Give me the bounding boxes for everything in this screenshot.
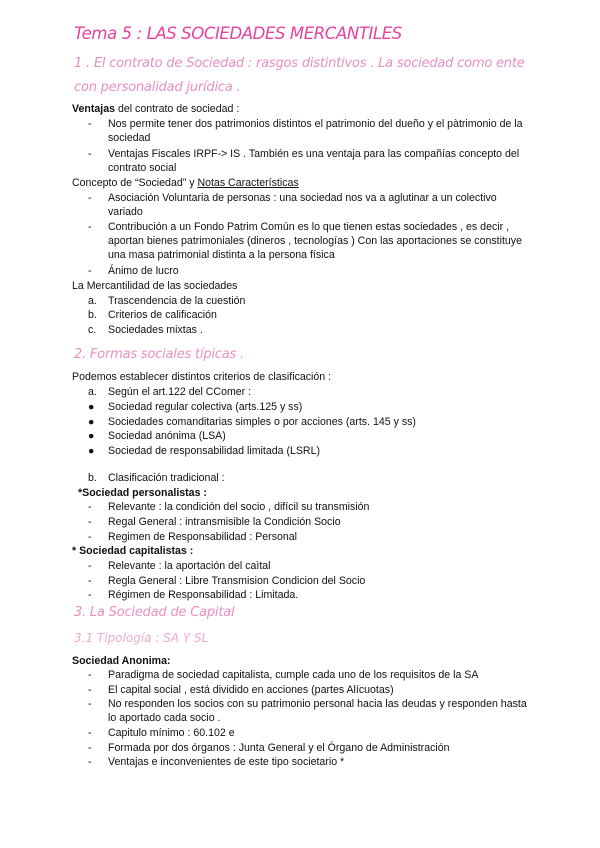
section-3-heading: 3. La Sociedad de Capital [74,605,235,620]
list-item [88,294,528,308]
list-item [88,530,528,544]
personalistas-bold: *Sociedad personalistas : [78,487,207,499]
list-item [88,683,528,697]
mercantilidad-line: La Mercantilidad de las sociedades [72,280,238,292]
ventajas-rest: del contrato de sociedad : [115,103,240,115]
ventajas-bold: Ventajas [72,103,115,115]
list-item-text: No responden los socios con su patrimonio personal hacia las deudas y responden hasta lo aportado cada socio . [108,698,527,724]
list-item-text: El capital social , está dividido en acciones (partes Alícuotas) [108,684,394,696]
dash-marker: - [88,192,92,204]
dash-marker: - [88,221,92,233]
dash-marker: - [88,575,92,587]
list-item-text: Sociedad regular colectiva (arts.125 y ss) [108,401,303,413]
dash-marker: - [88,698,92,710]
notas-underlined: Notas Características [197,177,299,189]
list-item [88,429,528,443]
list-item [88,308,528,322]
dash-marker: - [88,756,92,768]
list-item-text: Paradigma de sociedad capitalista, cumple cada uno de los requisitos de la SA [108,669,479,681]
list-item [88,323,528,337]
bullet-marker: ● [88,445,95,457]
letter-marker: a. [88,386,97,398]
list-item-text: Sociedades mixtas . [108,324,203,336]
dash-marker: - [88,684,92,696]
dash-marker: - [88,742,92,754]
list-item [88,385,528,399]
list-item-text: Sociedades comanditarias simples o por acciones (arts. 145 y ss) [108,416,416,428]
sa-label [72,654,171,668]
list-item-text: Formada por dos órganos : Junta General y el Órgano de Administración [108,742,450,754]
dash-marker: - [88,501,92,513]
capitalistas-label [72,544,193,558]
list-item [88,574,528,588]
dash-marker: - [88,589,92,601]
section-1-heading-line1: 1 . El contrato de Sociedad : rasgos distintivos . La sociedad como ente [74,56,525,71]
list-item [88,444,528,458]
dash-marker: - [88,531,92,543]
list-item-text: Sociedad anónima (LSA) [108,430,226,442]
list-item [88,400,528,414]
concepto-line [72,176,299,190]
list-item-text: Trascendencia de la cuestión [108,295,246,307]
list-item-text: Ánimo de lucro [108,265,179,277]
list-item-text: Regla General : Libre Transmision Condicion del Socio [108,575,366,587]
letter-marker: b. [88,472,97,484]
section-2-heading: 2. Formas sociales típicas . [74,347,244,362]
list-item-text: Criterios de calificación [108,309,217,321]
list-item [88,755,528,769]
document-title: Tema 5 : LAS SOCIEDADES MERCANTILES [74,24,402,43]
list-item [88,559,528,573]
list-item [88,668,528,682]
list-item-text: Regal General : intransmisible la Condición Socio [108,516,341,528]
list-item [88,741,528,755]
sa-bold: Sociedad Anonima: [72,655,171,667]
list-item [88,264,528,278]
letter-marker: c. [88,324,97,336]
dash-marker: - [88,118,92,130]
list-item [88,147,528,175]
list-item-text: Régimen de Responsabilidad : Limitada. [108,589,299,601]
bullet-marker: ● [88,416,95,428]
bullet-marker: ● [88,430,95,442]
list-item-text: Clasificación tradicional : [108,472,225,484]
section-2-intro: Podemos establecer distintos criterios de clasificación : [72,371,332,383]
concepto-pre: Concepto de “Sociedad” y [72,177,198,189]
letter-marker: a. [88,295,97,307]
ventajas-line [72,102,239,116]
dash-marker: - [88,265,92,277]
list-item [88,588,528,602]
list-item-text: Capitulo mínimo : 60.102 e [108,727,235,739]
dash-marker: - [88,516,92,528]
dash-marker: - [88,148,92,160]
list-item [88,415,528,429]
list-item [88,500,528,514]
section-1-heading-line2: con personalidad jurídica . [74,80,241,95]
list-item [88,471,528,485]
dash-marker: - [88,669,92,681]
list-item [88,515,528,529]
letter-marker: b. [88,309,97,321]
dash-marker: - [88,560,92,572]
section-3-1-subheading: 3.1 Tipología : SA Y SL [74,631,209,645]
personalistas-label [78,486,207,500]
list-item-text: Regimen de Responsabilidad : Personal [108,531,298,543]
list-item [88,697,528,725]
list-item-text: Según el art.122 del CComer : [108,386,252,398]
list-item-text: Ventajas Fiscales IRPF-> IS . También es una ventaja para las compañías concepto del contrato social [108,148,520,174]
list-item-text: Relevante : la aportación del caìtal [108,560,271,572]
list-item-text: Sociedad de responsabilidad limitada (LSRL) [108,445,320,457]
dash-marker: - [88,727,92,739]
list-item-text: Relevante : la condición del socio , difícil su transmisión [108,501,370,513]
list-item-text: Nos permite tener dos patrimonios distintos el patrimonio del dueño y el pàtrimonio de la sociedad [108,118,523,144]
capitalistas-bold: * Sociedad capitalistas : [72,545,194,557]
bullet-marker: ● [88,401,95,413]
list-item-text: Ventajas e inconvenientes de este tipo societario * [108,756,345,768]
list-item [88,220,528,262]
list-item-text: Asociación Voluntaria de personas : una sociedad nos va a aglutinar a un colectivo variado [108,192,497,218]
list-item-text: Contribución a un Fondo Patrim Común es lo que tienen estas sociedades , es decir , aportan bienes patrimoniales (dineros , tecnologías ) Con las aportaciones se constituye una masa patrimonial distinta a la persona física [108,221,522,261]
list-item [88,726,528,740]
list-item [88,117,528,145]
list-item [88,191,528,219]
